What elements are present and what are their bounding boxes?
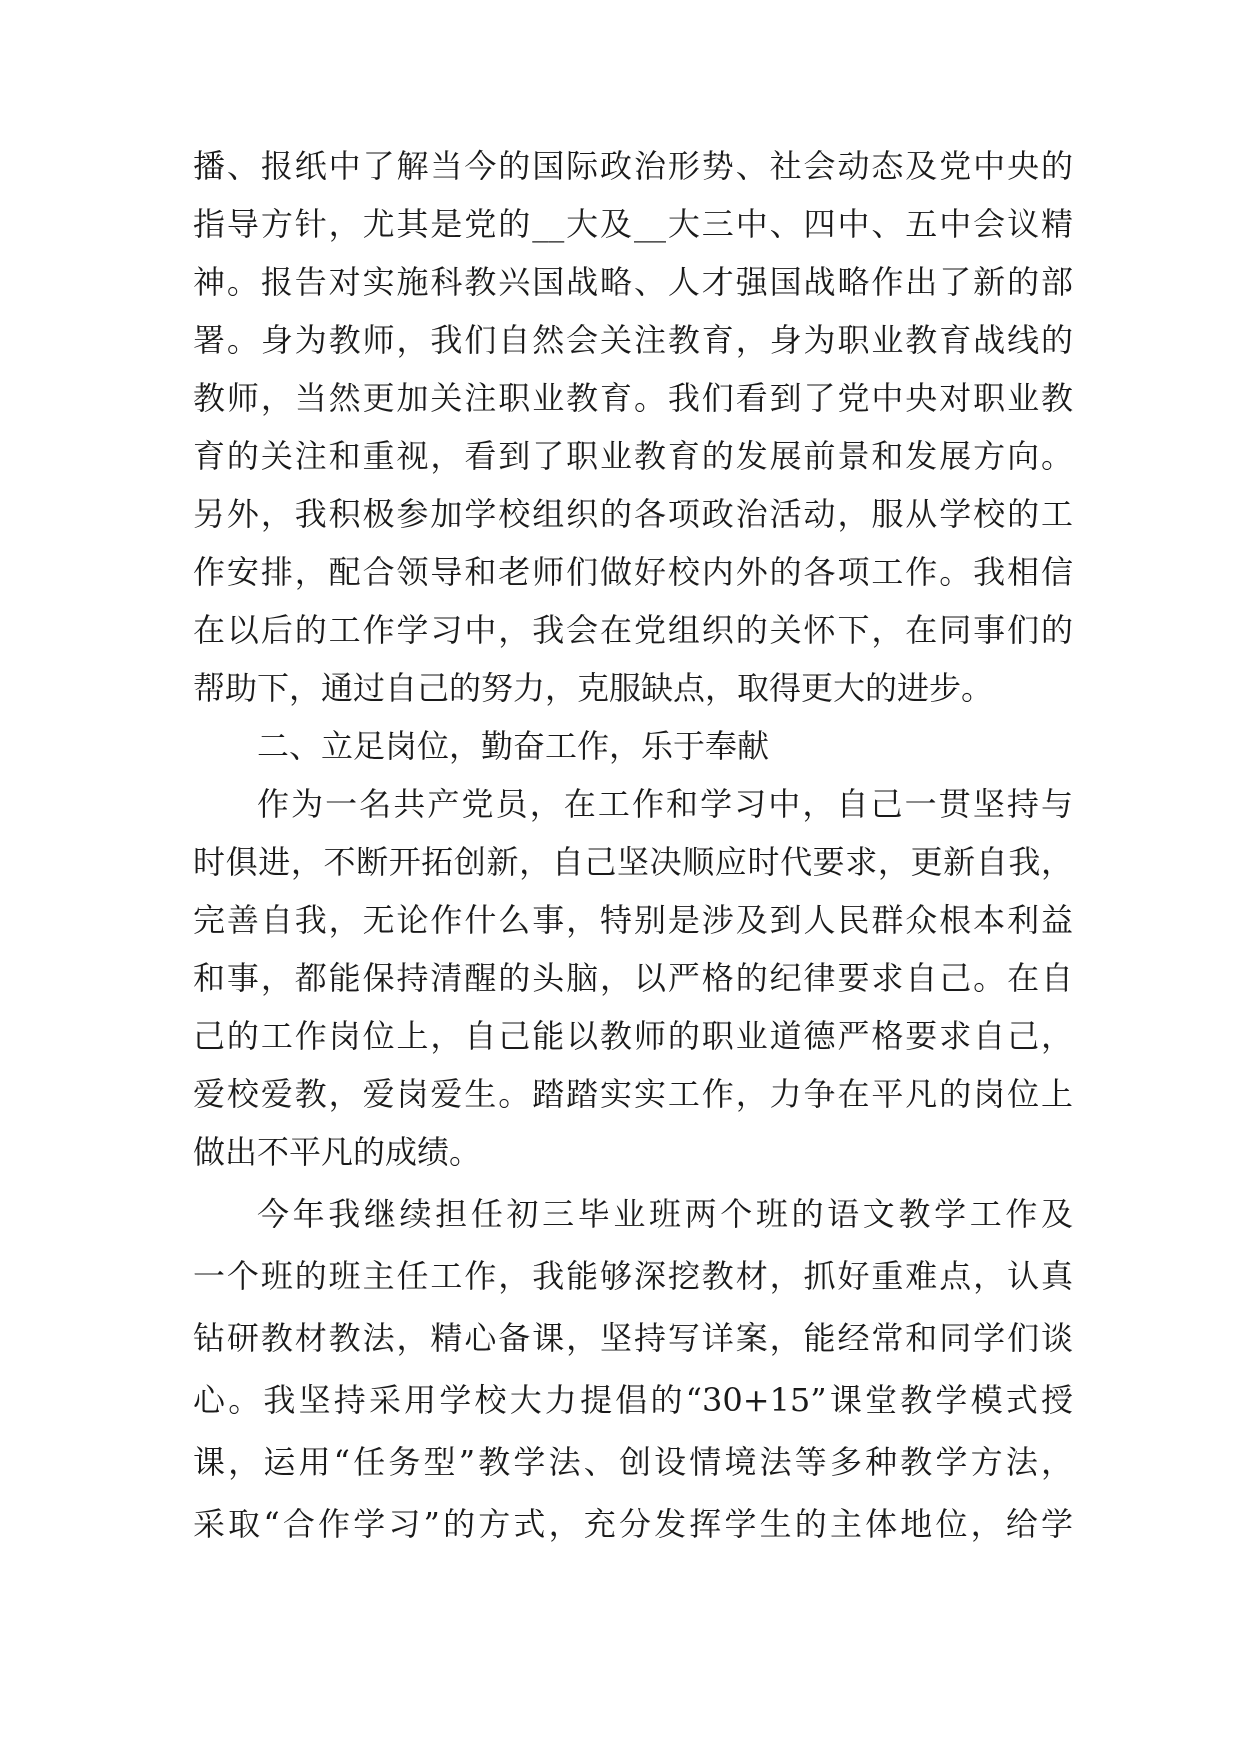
paragraph-line: 在以后的工作学习中，我会在党组织的关怀下，在同事们的: [193, 611, 1073, 649]
paragraph-line: 署。身为教师，我们自然会关注教育，身为职业教育战线的: [193, 321, 1073, 359]
paragraph-line: 时俱进，不断开拓创新，自己坚决顺应时代要求，更新自我，: [193, 843, 1073, 881]
paragraph-line: 一个班的班主任工作，我能够深挖教材，抓好重难点，认真: [193, 1257, 1073, 1295]
paragraph-line: 播、报纸中了解当今的国际政治形势、社会动态及党中央的: [193, 147, 1073, 185]
paragraph-line: 课，运用“任务型”教学法、创设情境法等多种教学方法，: [193, 1443, 1073, 1481]
paragraph-line: 育的关注和重视，看到了职业教育的发展前景和发展方向。: [193, 437, 1073, 475]
paragraph-line: 教师，当然更加关注职业教育。我们看到了党中央对职业教: [193, 379, 1073, 417]
paragraph-line: 采取“合作学习”的方式，充分发挥学生的主体地位，给学: [193, 1505, 1073, 1543]
paragraph-line: 另外，我积极参加学校组织的各项政治活动，服从学校的工: [193, 495, 1073, 533]
paragraph-line: 爱校爱教，爱岗爱生。踏踏实实工作，力争在平凡的岗位上: [193, 1075, 1073, 1113]
paragraph-line: 神。报告对实施科教兴国战略、人才强国战略作出了新的部: [193, 263, 1073, 301]
paragraph-line: 今年我继续担任初三毕业班两个班的语文教学工作及: [257, 1195, 1073, 1233]
paragraph-line: 钻研教材教法，精心备课，坚持写详案，能经常和同学们谈: [193, 1319, 1073, 1357]
paragraph-line: 作安排，配合领导和老师们做好校内外的各项工作。我相信: [193, 553, 1073, 591]
paragraph-line: 心。我坚持采用学校大力提倡的“30+15”课堂教学模式授: [193, 1381, 1073, 1419]
paragraph-line: 帮助下，通过自己的努力，克服缺点，取得更大的进步。: [193, 669, 994, 707]
paragraph-line: 作为一名共产党员，在工作和学习中，自己一贯坚持与: [257, 785, 1073, 823]
paragraph-line: 完善自我，无论作什么事，特别是涉及到人民群众根本利益: [193, 901, 1073, 939]
paragraph-line: 指导方针，尤其是党的__大及__大三中、四中、五中会议精: [193, 205, 1073, 243]
paragraph-line: 己的工作岗位上，自己能以教师的职业道德严格要求自己，: [193, 1017, 1073, 1055]
paragraph-line: 做出不平凡的成绩。: [193, 1133, 482, 1171]
paragraph-line: 和事，都能保持清醒的头脑，以严格的纪律要求自己。在自: [193, 959, 1073, 997]
section-heading: 二、立足岗位，勤奋工作，乐于奉献: [257, 727, 770, 765]
